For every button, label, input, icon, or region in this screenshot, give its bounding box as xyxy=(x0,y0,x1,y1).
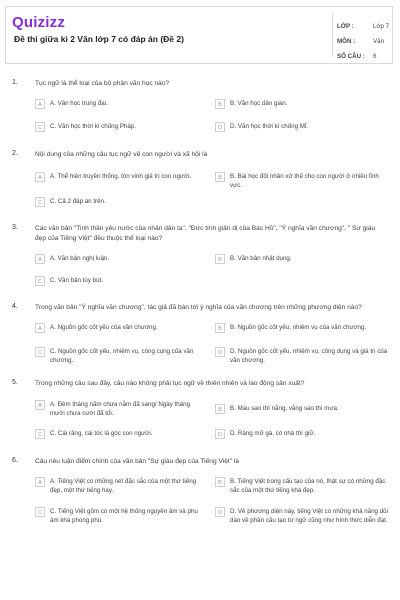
option-a[interactable] xyxy=(35,477,205,493)
option-c[interactable] xyxy=(35,197,205,213)
question-number: 2. xyxy=(12,150,18,157)
meta-question-count xyxy=(337,53,395,63)
option-b[interactable] xyxy=(215,323,390,339)
option-letter-box: A xyxy=(35,477,45,487)
option-text: D. Văn học thời kì chống Mĩ. xyxy=(230,123,309,130)
option-text: D. Ráng mỡ gà, có nhà thì giữ. xyxy=(230,430,316,437)
question-number: 3. xyxy=(12,224,18,231)
question-text: Các văn bản "Tinh thần yêu nước của nhân dân ta", "Đức tính giản dị của Bác Hồ", "Ý nghĩa văn chương", " Sự giàu đẹp của Tiếng Việt" đều thuộc thể loại nào? xyxy=(35,225,376,242)
option-text: A. Nguồn gốc cốt yếu của văn chương. xyxy=(50,324,158,331)
option-d[interactable] xyxy=(215,347,390,363)
option-d[interactable] xyxy=(215,122,390,138)
option-letter-box: B xyxy=(215,99,225,109)
option-text: A. Thể hiện truyền thống, tôn vinh giá trị con người. xyxy=(50,173,192,180)
question-number: 4. xyxy=(12,303,18,310)
option-text: D. Về phương diện này, tiếng Việt có những khả năng dồi dào về phần cấu tạo từ ngữ cũng như hình thức diễn đạt. xyxy=(230,508,388,524)
option-letter-box: B xyxy=(215,404,225,414)
option-text: A. Văn học trung đại. xyxy=(50,100,108,107)
option-text: C. Văn bản tùy bút. xyxy=(50,277,103,284)
option-text: C. Cái răng, cái tóc là góc con người. xyxy=(50,430,153,437)
option-letter-box: D xyxy=(215,429,225,439)
question-number: 5. xyxy=(12,379,18,386)
question-number: 1. xyxy=(12,79,18,86)
option-a[interactable] xyxy=(35,172,205,188)
meta-subject xyxy=(337,38,395,48)
question-text: Câu nêu luận điểm chính của văn bản "Sự giàu đẹp của Tiếng Việt" là xyxy=(35,458,239,465)
option-a[interactable] xyxy=(35,323,205,339)
option-letter-box: C xyxy=(35,429,45,439)
option-c[interactable] xyxy=(35,429,205,445)
option-letter-box: B xyxy=(215,477,225,487)
option-c[interactable] xyxy=(35,507,205,523)
meta-subject-value: Văn xyxy=(373,38,385,45)
question-text: Trong văn bản "Ý nghĩa văn chương", tác giả đã bàn tới ý nghĩa của văn chương trên những phương diện nào? xyxy=(35,304,362,311)
option-letter-box: C xyxy=(35,197,45,207)
option-letter-box: A xyxy=(35,172,45,182)
option-letter-box: D xyxy=(215,122,225,132)
option-letter-box: C xyxy=(35,122,45,132)
option-letter-box: C xyxy=(35,507,45,517)
option-text: B. Mau sao thì nắng, vắng sao thì mưa. xyxy=(230,405,339,412)
option-letter-box: A xyxy=(35,254,45,264)
option-text: C. Văn học thời kì chống Pháp. xyxy=(50,123,136,130)
option-a[interactable] xyxy=(35,400,205,416)
option-a[interactable] xyxy=(35,99,205,115)
option-text: B. Văn học dân gian. xyxy=(230,100,288,107)
option-c[interactable] xyxy=(35,347,205,363)
meta-subject-label: MÔN : xyxy=(337,38,356,45)
option-b[interactable] xyxy=(215,254,390,270)
option-b[interactable] xyxy=(215,404,390,420)
option-d[interactable] xyxy=(215,507,390,523)
option-letter-box: C xyxy=(35,347,45,357)
option-c[interactable] xyxy=(35,276,205,292)
question-text: Tục ngữ là thể loại của bộ phận văn học nào? xyxy=(35,80,170,87)
option-letter-box: B xyxy=(215,254,225,264)
option-letter-box: B xyxy=(215,323,225,333)
option-text: B. Bài học đối nhân xử thế cho con người ở nhiều lĩnh vực. xyxy=(230,173,379,189)
option-text: D. Nguồn gốc cốt yếu, nhiệm vụ, công dụng và giá trị của văn chương. xyxy=(230,348,388,364)
page-title: Đề thi giữa kì 2 Văn lớp 7 có đáp án (Đề 2) xyxy=(14,34,184,44)
worksheet-header xyxy=(5,6,393,64)
question-number: 6. xyxy=(12,457,18,464)
option-text: B. Nguồn gốc cốt yếu, nhiệm vụ của văn chương. xyxy=(230,324,367,331)
option-text: C. Cả 2 đáp án trên. xyxy=(50,198,106,205)
option-letter-box: D xyxy=(215,507,225,517)
option-text: C. Tiếng Việt gồm có một hệ thống nguyên âm và phụ âm khá phong phú. xyxy=(50,508,198,524)
option-text: A. Văn bản nghị luận. xyxy=(50,255,110,262)
meta-grade xyxy=(337,23,395,33)
option-text: A. Tiếng Việt có những nét đặc sắc của một thứ tiếng đẹp, một thứ tiếng hay. xyxy=(50,478,197,494)
option-d[interactable] xyxy=(215,429,390,445)
option-b[interactable] xyxy=(215,477,390,493)
meta-divider xyxy=(332,13,333,57)
meta-count-value: 6 xyxy=(373,53,377,60)
meta-count-label: SỐ CÂU : xyxy=(337,53,365,60)
question-text: Nội dung của những câu tục ngữ về con người và xã hội là xyxy=(35,151,208,158)
option-text: B. Văn bản nhật dụng. xyxy=(230,255,292,262)
option-letter-box: D xyxy=(215,347,225,357)
option-c[interactable] xyxy=(35,122,205,138)
option-letter-box: A xyxy=(35,323,45,333)
meta-grade-label: LỚP : xyxy=(337,23,354,30)
option-letter-box: A xyxy=(35,400,45,410)
quizizz-logo: Quizizz xyxy=(12,14,66,31)
option-text: C. Nguồn gốc cốt yếu, nhiệm vụ, công cụng của văn chương. xyxy=(50,348,194,364)
option-text: B. Tiếng Việt trong cấu tạo của nó, thật sự có những đặc sắc của một thứ tiếng khá đẹp. xyxy=(230,478,386,494)
option-letter-box: C xyxy=(35,276,45,286)
option-text: A. Đêm tháng năm chưa nằm đã sang/ Ngày tháng mười chưa cười đã tối. xyxy=(50,401,191,417)
option-a[interactable] xyxy=(35,254,205,270)
option-letter-box: B xyxy=(215,172,225,182)
question-text: Trong những câu sau đây, câu nào không phải tục ngữ về thiên nhiên và lao động sản xuất? xyxy=(35,380,305,387)
meta-grade-value: Lớp 7 xyxy=(373,23,390,30)
option-b[interactable] xyxy=(215,172,390,188)
option-b[interactable] xyxy=(215,99,390,115)
option-letter-box: A xyxy=(35,99,45,109)
